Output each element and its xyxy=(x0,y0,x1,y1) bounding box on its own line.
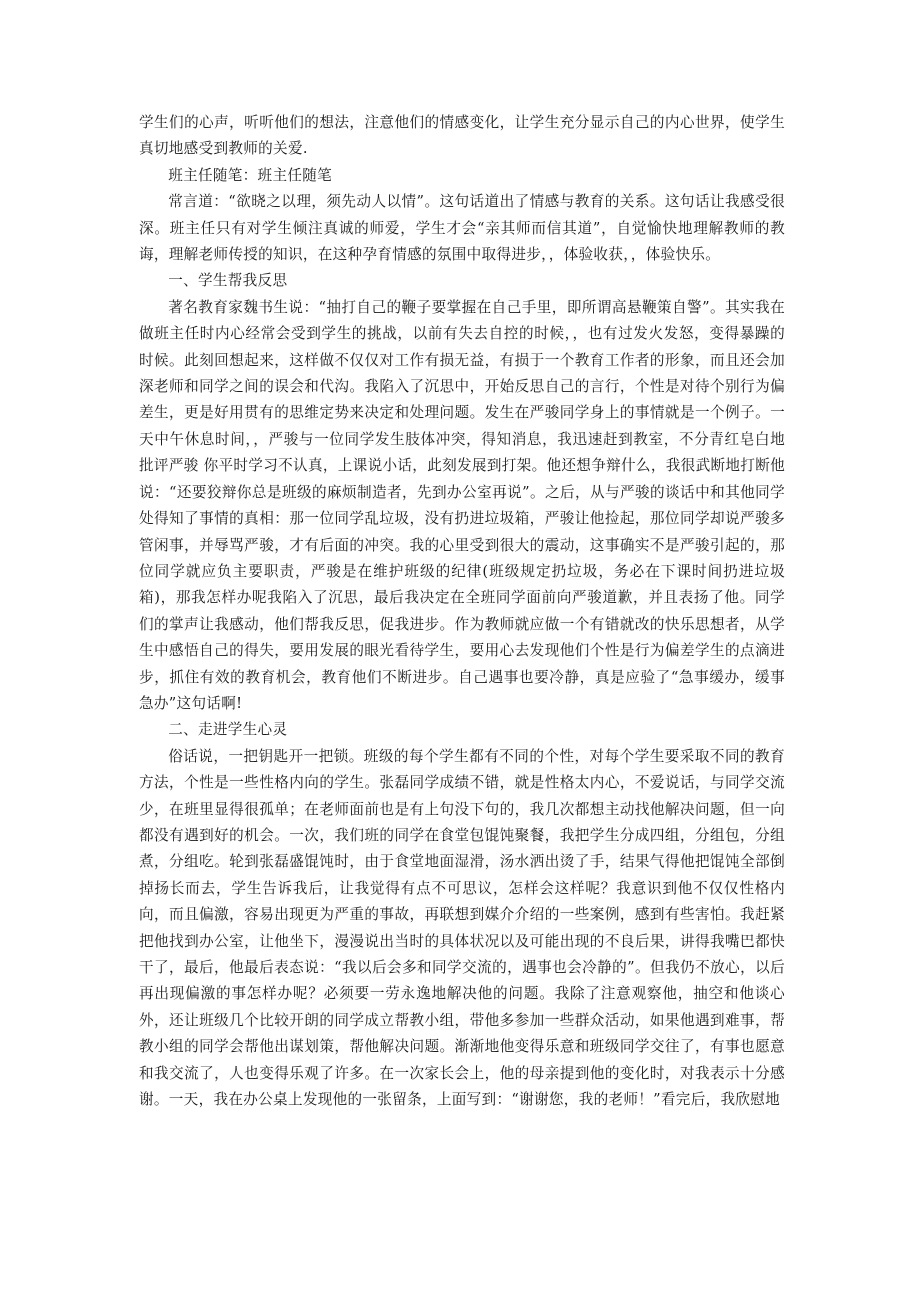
paragraph-section-1: 著名教育家魏书生说：“抽打自己的鞭子要掌握在自己手里，即所谓高悬鞭策自警”。其实我在做班主任时内心经常会受到学生的挑战，以前有失去自控的时候，，也有过发火发怒，变得暴躁的时候。此刻回想起来，这样做不仅仅对工作有损无益，有损于一个教育工作者的形象，而且还会加深老师和同学之间的误会和代沟。我陷入了沉思中，开始反思自己的言行，个性是对待个别行为偏差生，更是好用贯有的思维定势来决定和处理问题。发生在严骏同学身上的事情就是一个例子。一天中午休息时间，，严骏与一位同学发生肢体冲突，得知消息，我迅速赶到教室，不分青红皂白地批评严骏 你平时学习不认真，上课说小话，此刻发展到打架。他还想争辩什么，我很武断地打断他说：“还要狡辩你总是班级的麻烦制造者，先到办公室再说”。之后，从与严骏的谈话中和其他同学处得知了事情的真相：那一位同学乱垃圾，没有扔进垃圾箱，严骏让他捡起，那位同学却说严骏多管闲事，并辱骂严骏，才有后面的冲突。我的心里受到很大的震动，这事确实不是严骏引起的，那位同学就应负主要职责，严骏是在维护班级的纪律(班级规定扔垃圾，务必在下课时间扔进垃圾箱)，那我怎样办呢我陷入了沉思，最后我决定在全班同学面前向严骏道歉，并且表扬了他。同学们的掌声让我感动，他们帮我反思，促我进步。作为教师就应做一个有错就改的快乐思想者，从学生中感悟自己的得失，要用发展的眼光看待学生，要用心去发现他们个性是行为偏差学生的点滴进步，抓住有效的教育机会，教育他们不断进步。自己遇事也要冷静，真是应验了“急事缓办，缓事急办”这句话啊! xyxy=(139,298,785,712)
paragraph-intro: 学生们的心声，听听他们的想法，注意他们的情感变化，让学生充分显示自己的内心世界，使学生真切地感受到教师的关爱. xyxy=(139,114,785,158)
paragraph-title: 班主任随笔：班主任随笔 xyxy=(168,166,333,184)
paragraph-proverb: 常言道：“欲晓之以理，须先动人以情”。这句话道出了情感与教育的关系。这句话让我感受很深。班主任只有对学生倾注真诚的师爱，学生才会“亲其师而信其道”，自觉愉快地理解教师的教诲，理解老师传授的知识，在这种孕育情感的氛围中取得进步，，体验收获，，体验快乐。 xyxy=(139,193,785,264)
paragraph-section-2: 俗话说，一把钥匙开一把锁。班级的每个学生都有不同的个性，对每个学生要采取不同的教育方法，个性是一些性格内向的学生。张磊同学成绩不错，就是性格太内心，不爱说话，与同学交流少，在班里显得很孤单；在老师面前也是有上句没下句的，我几次都想主动找他解决问题，但一向都没有遇到好的机会。一次，我们班的同学在食堂包馄饨聚餐，我把学生分成四组，分组包，分组煮，分组吃。轮到张磊盛馄饨时，由于食堂地面湿滑，汤水洒出烫了手，结果气得他把馄饨全部倒掉扬长而去，学生告诉我后，让我觉得有点不可思议，怎样会这样呢？我意识到他不仅仅性格内向，而且偏激，容易出现更为严重的事故，再联想到媒介介绍的一些案例，感到有些害怕。我赶紧把他找到办公室，让他坐下，漫漫说出当时的具体状况以及可能出现的不良后果，讲得我嘴巴都快干了，最后，他最后表态说：“我以后会多和同学交流的，遇事也会冷静的”。但我仍不放心，以后再出现偏激的事怎样办呢？必须要一劳永逸地解决他的问题。我除了注意观察他，抽空和他谈心外，还让班级几个比较开朗的同学成立帮教小组，带他多参加一些群众活动，如果他遇到难事，帮教小组的同学会帮他出谋划策，帮他解决问题。渐渐地他变得乐意和班级同学交往了，有事也愿意和我交流了，人也变得乐观了许多。在一次家长会上，他的母亲提到他的变化时，对我表示十分感谢。一天，我在办公桌上发现他的一张留条，上面写到：“谢谢您，我的老师！”看完后，我欣慰地 xyxy=(139,747,785,1109)
section-heading-1: 一、学生帮我反思 xyxy=(168,272,288,290)
section-heading-2: 二、走进学生心灵 xyxy=(168,721,288,739)
document-body xyxy=(139,110,785,1113)
